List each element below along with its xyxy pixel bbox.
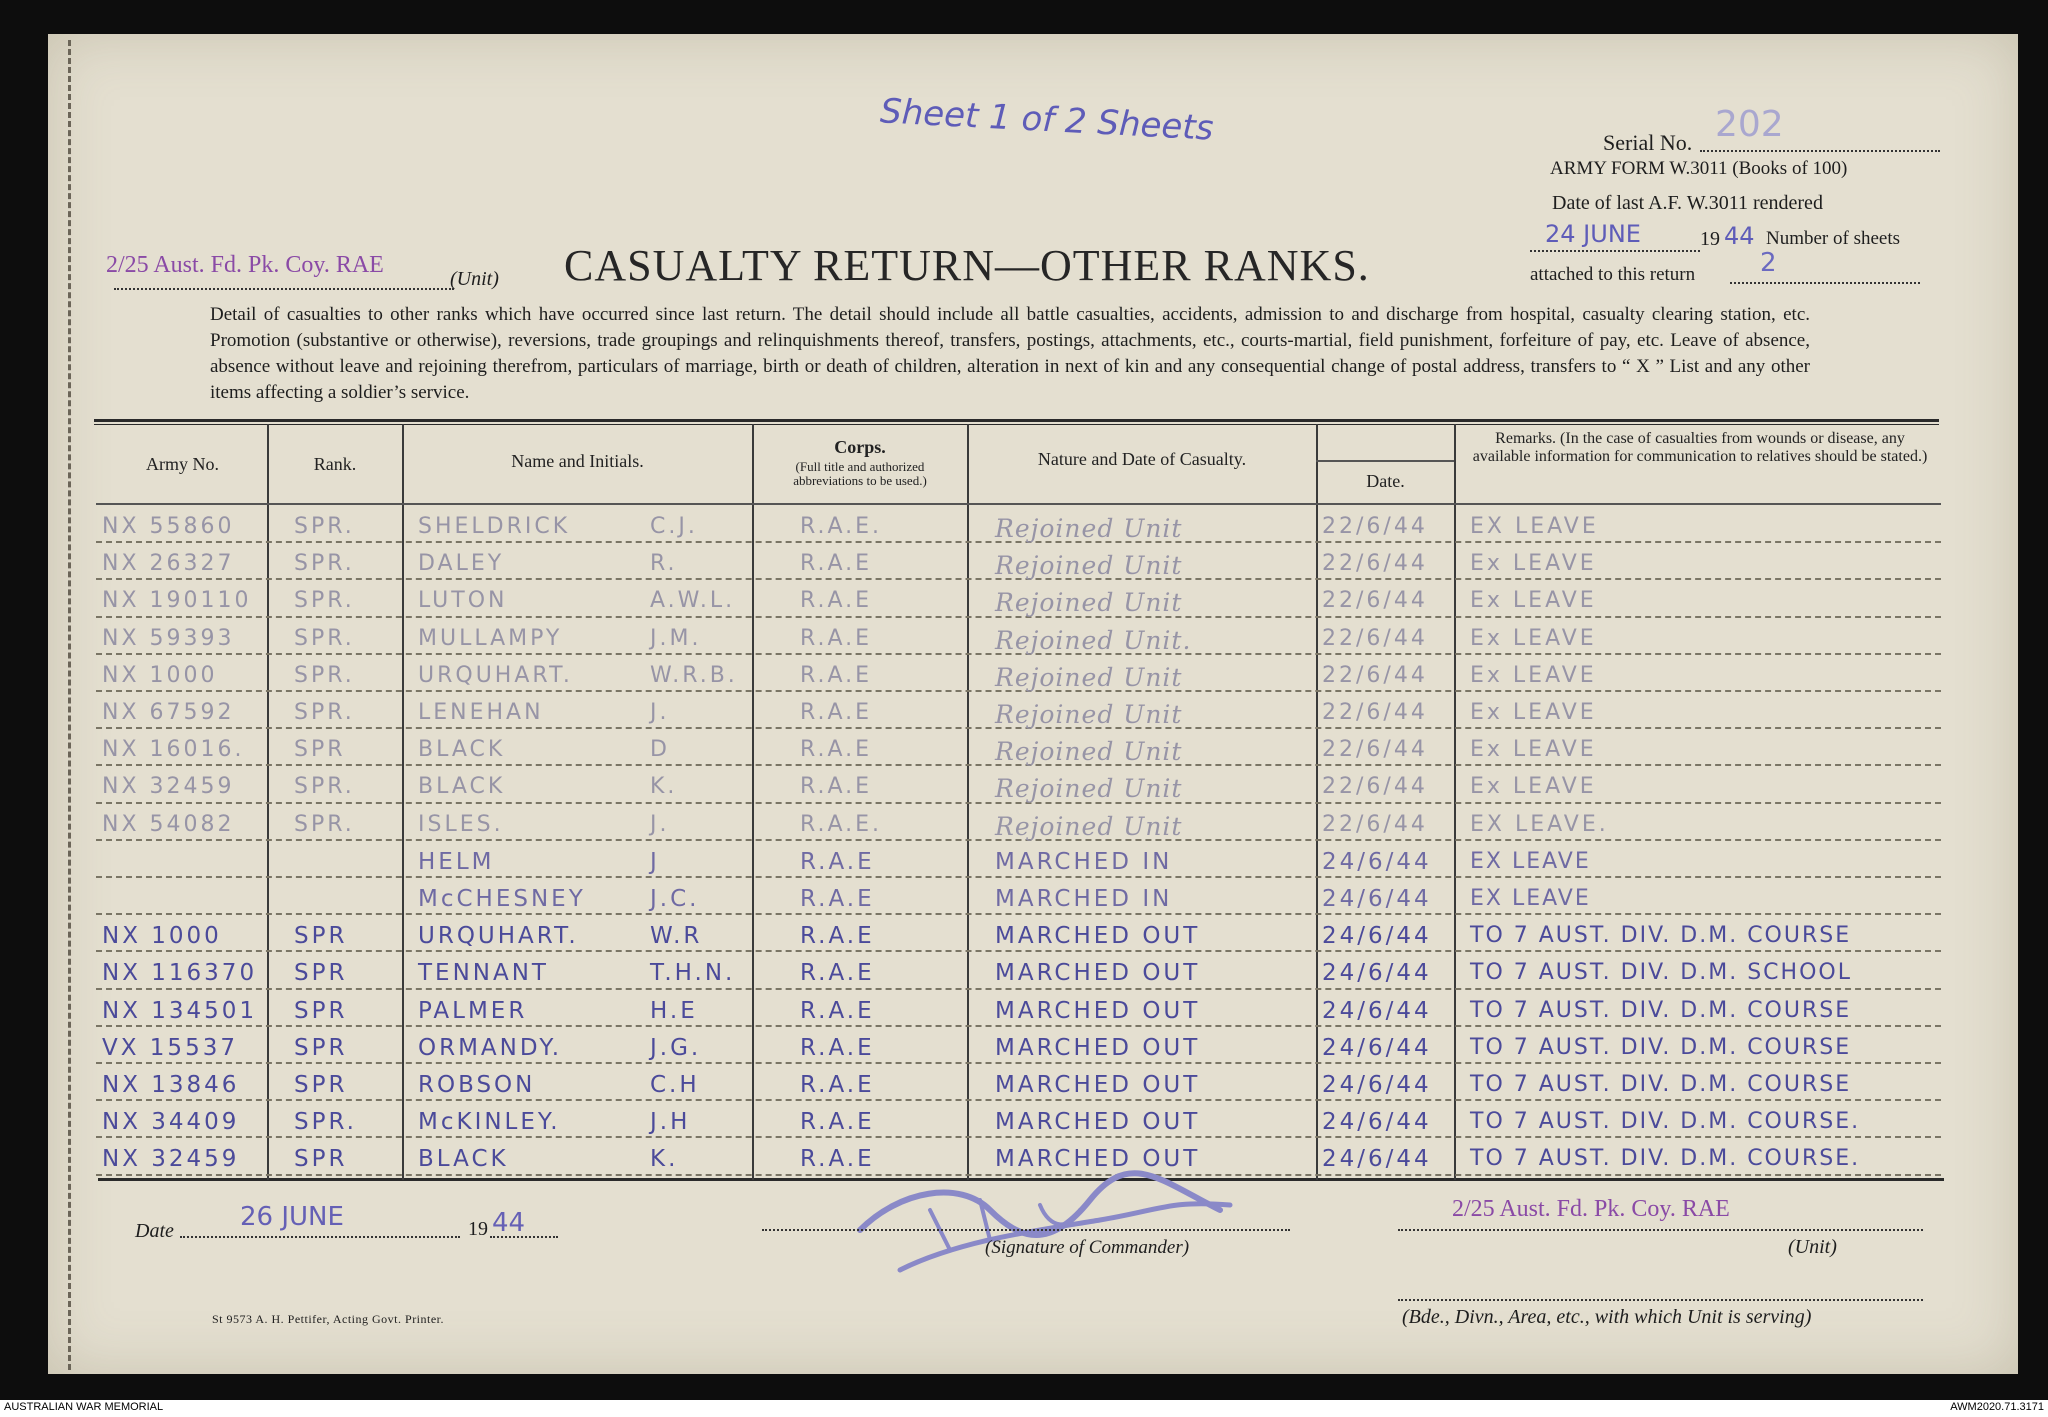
col-header-army-no: Army No. — [146, 454, 219, 474]
cell-army-no: NX 26327 — [102, 551, 235, 577]
cell-remarks: Ex LEAVE — [1470, 662, 1597, 688]
cell-rank: SPR. — [294, 514, 355, 539]
cell-corps: R.A.E — [800, 662, 873, 688]
cell-nature: MARCHED OUT — [995, 1109, 1201, 1136]
cell-date: 22/6/44 — [1322, 625, 1428, 651]
cell-name: ORMANDY. — [418, 1034, 563, 1061]
cell-initials: C.H — [650, 1072, 700, 1098]
attached-value: 2 — [1760, 248, 1777, 278]
serial-line — [1700, 150, 1940, 152]
cell-corps: R.A.E. — [800, 514, 883, 539]
cell-name: PALMER — [418, 997, 528, 1024]
cell-date: 22/6/44 — [1322, 737, 1428, 763]
row-rule — [96, 950, 1941, 952]
cell-nature: MARCHED OUT — [995, 1034, 1201, 1061]
cell-initials: J. — [650, 811, 670, 837]
cell-army-no: NX 32459 — [102, 1146, 240, 1173]
cell-remarks: TO 7 AUST. DIV. D.M. COURSE. — [1470, 1146, 1861, 1172]
cell-remarks: TO 7 AUST. DIV. D.M. SCHOOL — [1470, 960, 1852, 986]
signature-label: (Signature of Commander) — [985, 1237, 1190, 1258]
cell-rank: SPR. — [294, 551, 355, 577]
cell-name: LUTON — [418, 588, 508, 614]
cell-name: URQUHART. — [418, 923, 579, 950]
cell-date: 22/6/44 — [1322, 811, 1428, 837]
col-header-name: Name and Initials. — [511, 451, 644, 471]
row-rule — [96, 913, 1941, 915]
cell-remarks: TO 7 AUST. DIV. D.M. COURSE. — [1470, 1109, 1861, 1135]
cell-name: URQUHART. — [418, 662, 573, 688]
cell-remarks: Ex LEAVE — [1470, 588, 1597, 614]
cell-army-no: NX 134501 — [102, 997, 258, 1024]
perforation-edge — [68, 40, 71, 1370]
cell-remarks: Ex LEAVE — [1470, 551, 1597, 577]
bottom-date-value: 26 JUNE — [240, 1202, 344, 1232]
col-header-date: Date. — [1366, 471, 1405, 491]
row-rule — [96, 876, 1941, 878]
date-last-value: 24 JUNE — [1545, 220, 1641, 248]
header-bottom-rule — [96, 503, 1941, 505]
cell-army-no: NX 1000 — [102, 662, 218, 688]
cell-initials: R. — [650, 551, 678, 577]
commander-signature — [840, 1170, 1260, 1280]
cell-remarks: TO 7 AUST. DIV. D.M. COURSE — [1470, 923, 1852, 949]
cell-remarks: Ex LEAVE — [1470, 774, 1597, 800]
cell-corps: R.A.E — [800, 700, 873, 725]
cell-date: 22/6/44 — [1322, 662, 1428, 688]
cell-name: DALEY — [418, 551, 505, 577]
cell-rank: SPR. — [294, 1109, 357, 1136]
cell-army-no: NX 34409 — [102, 1109, 240, 1136]
number-of-sheets-label: Number of sheets — [1766, 228, 1901, 249]
cell-army-no: NX 13846 — [102, 1072, 240, 1098]
cell-corps: R.A.E — [800, 1146, 875, 1173]
cell-corps: R.A.E — [800, 1072, 875, 1098]
cell-nature: MARCHED IN — [995, 848, 1173, 875]
cell-rank: SPR — [294, 737, 346, 763]
cell-army-no: NX 67592 — [102, 700, 235, 725]
cell-army-no: NX 59393 — [102, 625, 235, 651]
cell-corps: R.A.E — [800, 848, 875, 875]
cell-initials: J.M. — [650, 625, 702, 651]
cell-rank: SPR — [294, 960, 348, 987]
cell-remarks: TO 7 AUST. DIV. D.M. COURSE — [1470, 1072, 1852, 1097]
cell-date: 24/6/44 — [1322, 1034, 1432, 1061]
cell-date: 24/6/44 — [1322, 1072, 1432, 1098]
cell-army-no: NX 1000 — [102, 923, 222, 950]
cell-nature: Rejoined Unit — [995, 514, 1183, 543]
cell-remarks: EX LEAVE — [1470, 886, 1591, 911]
attached-line — [1730, 282, 1920, 284]
cell-rank: SPR — [294, 1072, 348, 1098]
cell-initials: J. — [650, 700, 670, 725]
cell-nature: Rejoined Unit — [995, 588, 1183, 618]
cell-corps: R.A.E — [800, 625, 873, 651]
cell-name: TENNANT — [418, 960, 549, 987]
cell-name: McKINLEY. — [418, 1109, 561, 1136]
bottom-year-prefix: 19 — [468, 1218, 488, 1240]
cell-army-no: NX 16016. — [102, 737, 245, 763]
unit-line-bottom — [1398, 1229, 1923, 1231]
cell-date: 24/6/44 — [1322, 1146, 1432, 1173]
cell-initials: H.E — [650, 997, 698, 1024]
serial-label: Serial No. — [1603, 130, 1693, 155]
date-last-line — [1530, 250, 1700, 252]
cell-nature: MARCHED OUT — [995, 923, 1201, 950]
cell-rank: SPR — [294, 1034, 348, 1061]
instructions-text: Detail of casualties to other ranks which have occurred since last return. The detail should include all battle casualties, accidents, admission to and discharge from hospital, casualty clearing station, etc. Promotion (substantive or otherwise), reversions, trade groupings and relinquishments thereof, transfers, postings, attachments, etc., courts-martial, field punishment, forfeiture of pay, etc. Leave of absence, absence without leave and rejoining therefrom, particulars of marriage, birth or death of children, alteration in next of kin and any consequential change of postal address, transfers to “ X ” List and any other items affecting a soldier’s service. — [210, 304, 1810, 403]
cell-date: 24/6/44 — [1322, 997, 1432, 1024]
cell-remarks: EX LEAVE — [1470, 514, 1599, 539]
cell-initials: J.G. — [650, 1034, 702, 1061]
bde-line — [1398, 1299, 1923, 1301]
col-header-corps: Corps. — [834, 437, 886, 457]
cell-name: McCHESNEY — [418, 886, 586, 912]
cell-nature: MARCHED IN — [995, 886, 1173, 912]
row-rule — [96, 1062, 1941, 1064]
cell-nature: Rejoined Unit. — [995, 625, 1192, 655]
cell-corps: R.A.E — [800, 886, 875, 912]
cell-remarks: TO 7 AUST. DIV. D.M. COURSE — [1470, 1034, 1852, 1060]
footer-right: AWM2020.71.3171 — [1950, 1401, 2044, 1413]
cell-corps: R.A.E. — [800, 811, 883, 837]
cell-date: 22/6/44 — [1322, 774, 1428, 800]
cell-nature: Rejoined Unit — [995, 737, 1183, 767]
col-header-corps-note: (Full title and authorized abbreviations to be used.) — [793, 459, 927, 488]
cell-nature: Rejoined Unit — [995, 774, 1183, 804]
cell-corps: R.A.E — [800, 923, 875, 950]
cell-initials: J.C. — [650, 886, 700, 912]
cell-initials: D — [650, 737, 670, 763]
bottom-year-value: 44 — [492, 1208, 526, 1238]
row-rule — [96, 1136, 1941, 1138]
col-header-remarks: Remarks. (In the case of casualties from wounds or disease, any available information for communication to relatives should be stated.) — [1472, 430, 1928, 465]
page-title: CASUALTY RETURN—OTHER RANKS. — [564, 241, 1370, 290]
cell-army-no: NX 55860 — [102, 514, 235, 539]
cell-remarks: EX LEAVE. — [1470, 811, 1609, 837]
cell-date: 22/6/44 — [1322, 700, 1428, 725]
col-header-rank: Rank. — [313, 454, 357, 474]
cell-name: SHELDRICK — [418, 514, 571, 539]
cell-corps: R.A.E — [800, 588, 873, 614]
cell-initials: J — [650, 848, 660, 875]
cell-date: 24/6/44 — [1322, 960, 1432, 987]
cell-corps: R.A.E — [800, 960, 875, 987]
cell-remarks: Ex LEAVE — [1470, 625, 1597, 651]
cell-corps: R.A.E — [800, 997, 875, 1024]
cell-name: ROBSON — [418, 1072, 536, 1098]
serial-value: 202 — [1715, 104, 1784, 145]
unit-label-top: (Unit) — [450, 268, 499, 290]
cell-nature: Rejoined Unit — [995, 662, 1183, 692]
cell-date: 22/6/44 — [1322, 588, 1428, 614]
cell-army-no: NX 54082 — [102, 811, 235, 837]
cell-initials: K. — [650, 1146, 679, 1173]
cell-remarks: Ex LEAVE — [1470, 700, 1597, 725]
cell-rank: SPR. — [294, 811, 355, 837]
cell-rank: SPR. — [294, 662, 355, 688]
cell-initials: W.R.B. — [650, 662, 738, 688]
cell-nature: Rejoined Unit — [995, 811, 1183, 841]
row-rule — [96, 988, 1941, 990]
bottom-date-line — [180, 1236, 460, 1238]
cell-name: ISLES. — [418, 811, 504, 837]
cell-initials: K. — [650, 774, 678, 800]
bde-label: (Bde., Divn., Area, etc., with which Unit is serving) — [1402, 1306, 1812, 1328]
row-rule — [96, 1025, 1941, 1027]
cell-nature: MARCHED OUT — [995, 1072, 1201, 1098]
cell-army-no: NX 190110 — [102, 588, 252, 614]
army-form-label: ARMY FORM W.3011 (Books of 100) — [1550, 158, 1848, 179]
cell-rank: SPR — [294, 1146, 348, 1173]
cell-date: 24/6/44 — [1322, 886, 1432, 912]
sheet-note: Sheet 1 of 2 Sheets — [879, 91, 1215, 149]
year-value: 44 — [1724, 222, 1755, 250]
printer-imprint: St 9573 A. H. Pettifer, Acting Govt. Printer. — [212, 1312, 445, 1326]
footer-left: AUSTRALIAN WAR MEMORIAL — [4, 1401, 164, 1413]
cell-nature: MARCHED OUT — [995, 1146, 1201, 1173]
cell-nature: MARCHED OUT — [995, 997, 1201, 1024]
bottom-year-line — [490, 1236, 558, 1238]
cell-name: LENEHAN — [418, 700, 544, 725]
cell-date: 22/6/44 — [1322, 551, 1428, 577]
cell-rank: SPR. — [294, 774, 355, 800]
cell-nature: MARCHED OUT — [995, 960, 1201, 987]
cell-corps: R.A.E — [800, 737, 873, 763]
cell-initials: W.R — [650, 923, 703, 950]
cell-army-no: NX 32459 — [102, 774, 235, 800]
cell-name: MULLAMPY — [418, 625, 563, 651]
unit-stamp-top: 2/25 Aust. Fd. Pk. Coy. RAE — [106, 252, 384, 278]
cell-nature: Rejoined Unit — [995, 700, 1183, 729]
cell-corps: R.A.E — [800, 551, 873, 577]
cell-name: BLACK — [418, 774, 506, 800]
cell-rank: SPR. — [294, 625, 355, 651]
archive-footer — [0, 1400, 2048, 1417]
cell-corps: R.A.E — [800, 774, 873, 800]
cell-remarks: TO 7 AUST. DIV. D.M. COURSE — [1470, 997, 1852, 1023]
unit-stamp-bottom: 2/25 Aust. Fd. Pk. Coy. RAE — [1452, 1196, 1730, 1222]
cell-corps: R.A.E — [800, 1034, 875, 1061]
table-top-rule — [94, 419, 1939, 422]
cell-initials: A.W.L. — [650, 588, 736, 614]
cell-corps: R.A.E — [800, 1109, 875, 1136]
year-prefix: 19 — [1700, 228, 1720, 250]
cell-rank: SPR. — [294, 588, 355, 614]
row-rule — [96, 1099, 1941, 1101]
cell-date: 24/6/44 — [1322, 923, 1432, 950]
cell-remarks: EX LEAVE — [1470, 848, 1591, 874]
cell-initials: J.H — [650, 1109, 691, 1136]
cell-army-no: VX 15537 — [102, 1034, 238, 1061]
cell-initials: T.H.N. — [650, 960, 736, 987]
date-last-label: Date of last A.F. W.3011 rendered — [1552, 192, 1823, 214]
signature-line — [762, 1229, 1290, 1231]
cell-date: 24/6/44 — [1322, 848, 1432, 875]
date-header-rule — [1316, 460, 1454, 462]
unit-line-top — [114, 288, 454, 290]
cell-name: BLACK — [418, 1146, 509, 1173]
attached-label: attached to this return — [1530, 264, 1696, 285]
cell-army-no: NX 116370 — [102, 960, 258, 987]
cell-nature: Rejoined Unit — [995, 551, 1183, 581]
cell-name: HELM — [418, 848, 495, 875]
cell-date: 24/6/44 — [1322, 1109, 1432, 1136]
bottom-date-label: Date — [135, 1220, 174, 1242]
cell-name: BLACK — [418, 737, 506, 763]
cell-remarks: Ex LEAVE — [1470, 737, 1597, 763]
cell-rank: SPR — [294, 997, 348, 1024]
cell-rank: SPR — [294, 923, 348, 950]
col-header-nature: Nature and Date of Casualty. — [1037, 449, 1247, 469]
cell-date: 22/6/44 — [1322, 514, 1428, 539]
cell-initials: C.J. — [650, 514, 698, 539]
table-top-rule-thin — [94, 424, 1939, 425]
unit-label-bottom: (Unit) — [1788, 1236, 1837, 1258]
cell-rank: SPR. — [294, 700, 355, 725]
